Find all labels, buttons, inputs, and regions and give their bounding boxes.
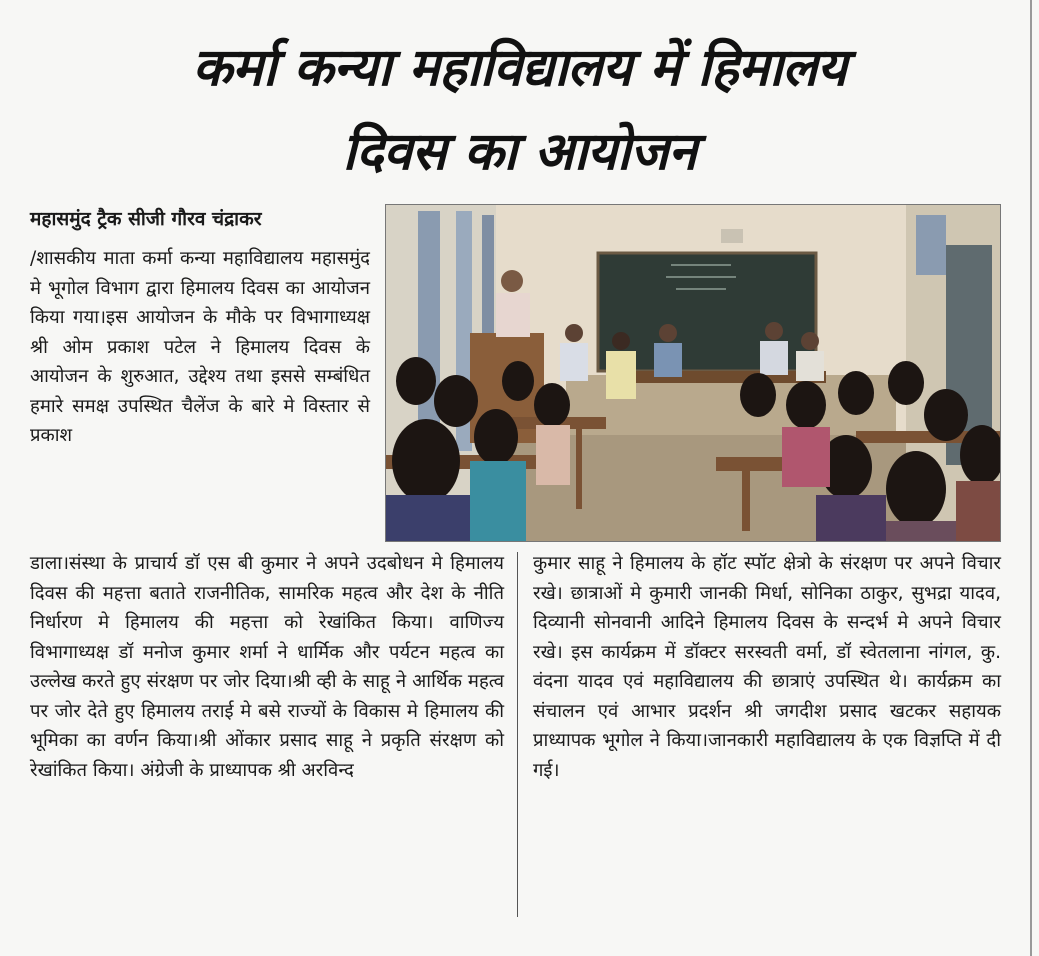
- byline: महासमुंद ट्रैक सीजी गौरव चंद्राकर: [30, 208, 262, 230]
- headline-line-2: दिवस का आयोजन: [342, 122, 697, 182]
- article-column-1-top: /शासकीय माता कर्मा कन्या महाविद्यालय महासमुंद मे भूगोल विभाग द्वारा हिमालय दिवस का आयोजन किया गया।इस आयोजन के मौके पर विभागाध्यक्ष श्री ओम प्रकाश पटेल ने हिमालय दिवस के आयोजन के शुरुआत, उद्देश्य तथा इससे सम्बंधित हमारे समक्ष उपस्थित चैलेंज के बारे मे विस्तार से प्रकाश: [30, 248, 370, 446]
- column-divider: [517, 552, 518, 917]
- event-photo: [385, 204, 1001, 542]
- article-column-2: कुमार साहू ने हिमालय के हॉट स्पॉट क्षेत्रो के संरक्षण पर अपने विचार रखे। छात्राओं मे कुमारी जानकी मिर्धा, सोनिका ठाकुर, सुभद्रा यादव, दिव्यानी सोनवानी आदिने हिमालय दिवस के सन्दर्भ मे अपने विचार रखे। इस कार्यक्रम में डॉक्टर सरस्वती वर्मा, डॉ स्वेतलाना नांगल, कु. वंदना यादव एवं महाविद्यालय की छात्राएं उपस्थित थे। कार्यक्रम का संचालन एवं आभार प्रदर्शन श्री जगदीश प्रसाद खटकर सहायक प्राध्यापक भूगोल ने किया।जानकारी महाविद्यालय के एक विज्ञप्ति में दी गई।: [533, 553, 1001, 781]
- article-column-1-bottom: डाला।संस्था के प्राचार्य डॉ एस बी कुमार ने अपने उदबोधन मे हिमालय दिवस की महत्ता बताते राजनीतिक, सामरिक महत्व और देश के नीति निर्धारण मे हिमालय की महत्ता को रेखांकित किया। वाणिज्य विभागाध्यक्ष डॉ मनोज कुमार शर्मा ने धार्मिक और पर्यटन महत्व का उल्लेख करते हुए संरक्षण पर जोर दिया।श्री व्ही के साहू ने आर्थिक महत्व पर जोर देते हुए हिमालय तराई मे बसे राज्यों के विकास मे हिमालय की भूमिका का वर्णन किया।श्री ओंकार प्रसाद साहू ने प्रकृति संरक्षण को रेखांकित किया। अंग्रेजी के प्राध्यापक श्री अरविन्द: [30, 553, 504, 781]
- page-edge: [1030, 0, 1032, 956]
- headline-line-1: कर्मा कन्या महाविद्यालय में हिमालय: [192, 38, 847, 98]
